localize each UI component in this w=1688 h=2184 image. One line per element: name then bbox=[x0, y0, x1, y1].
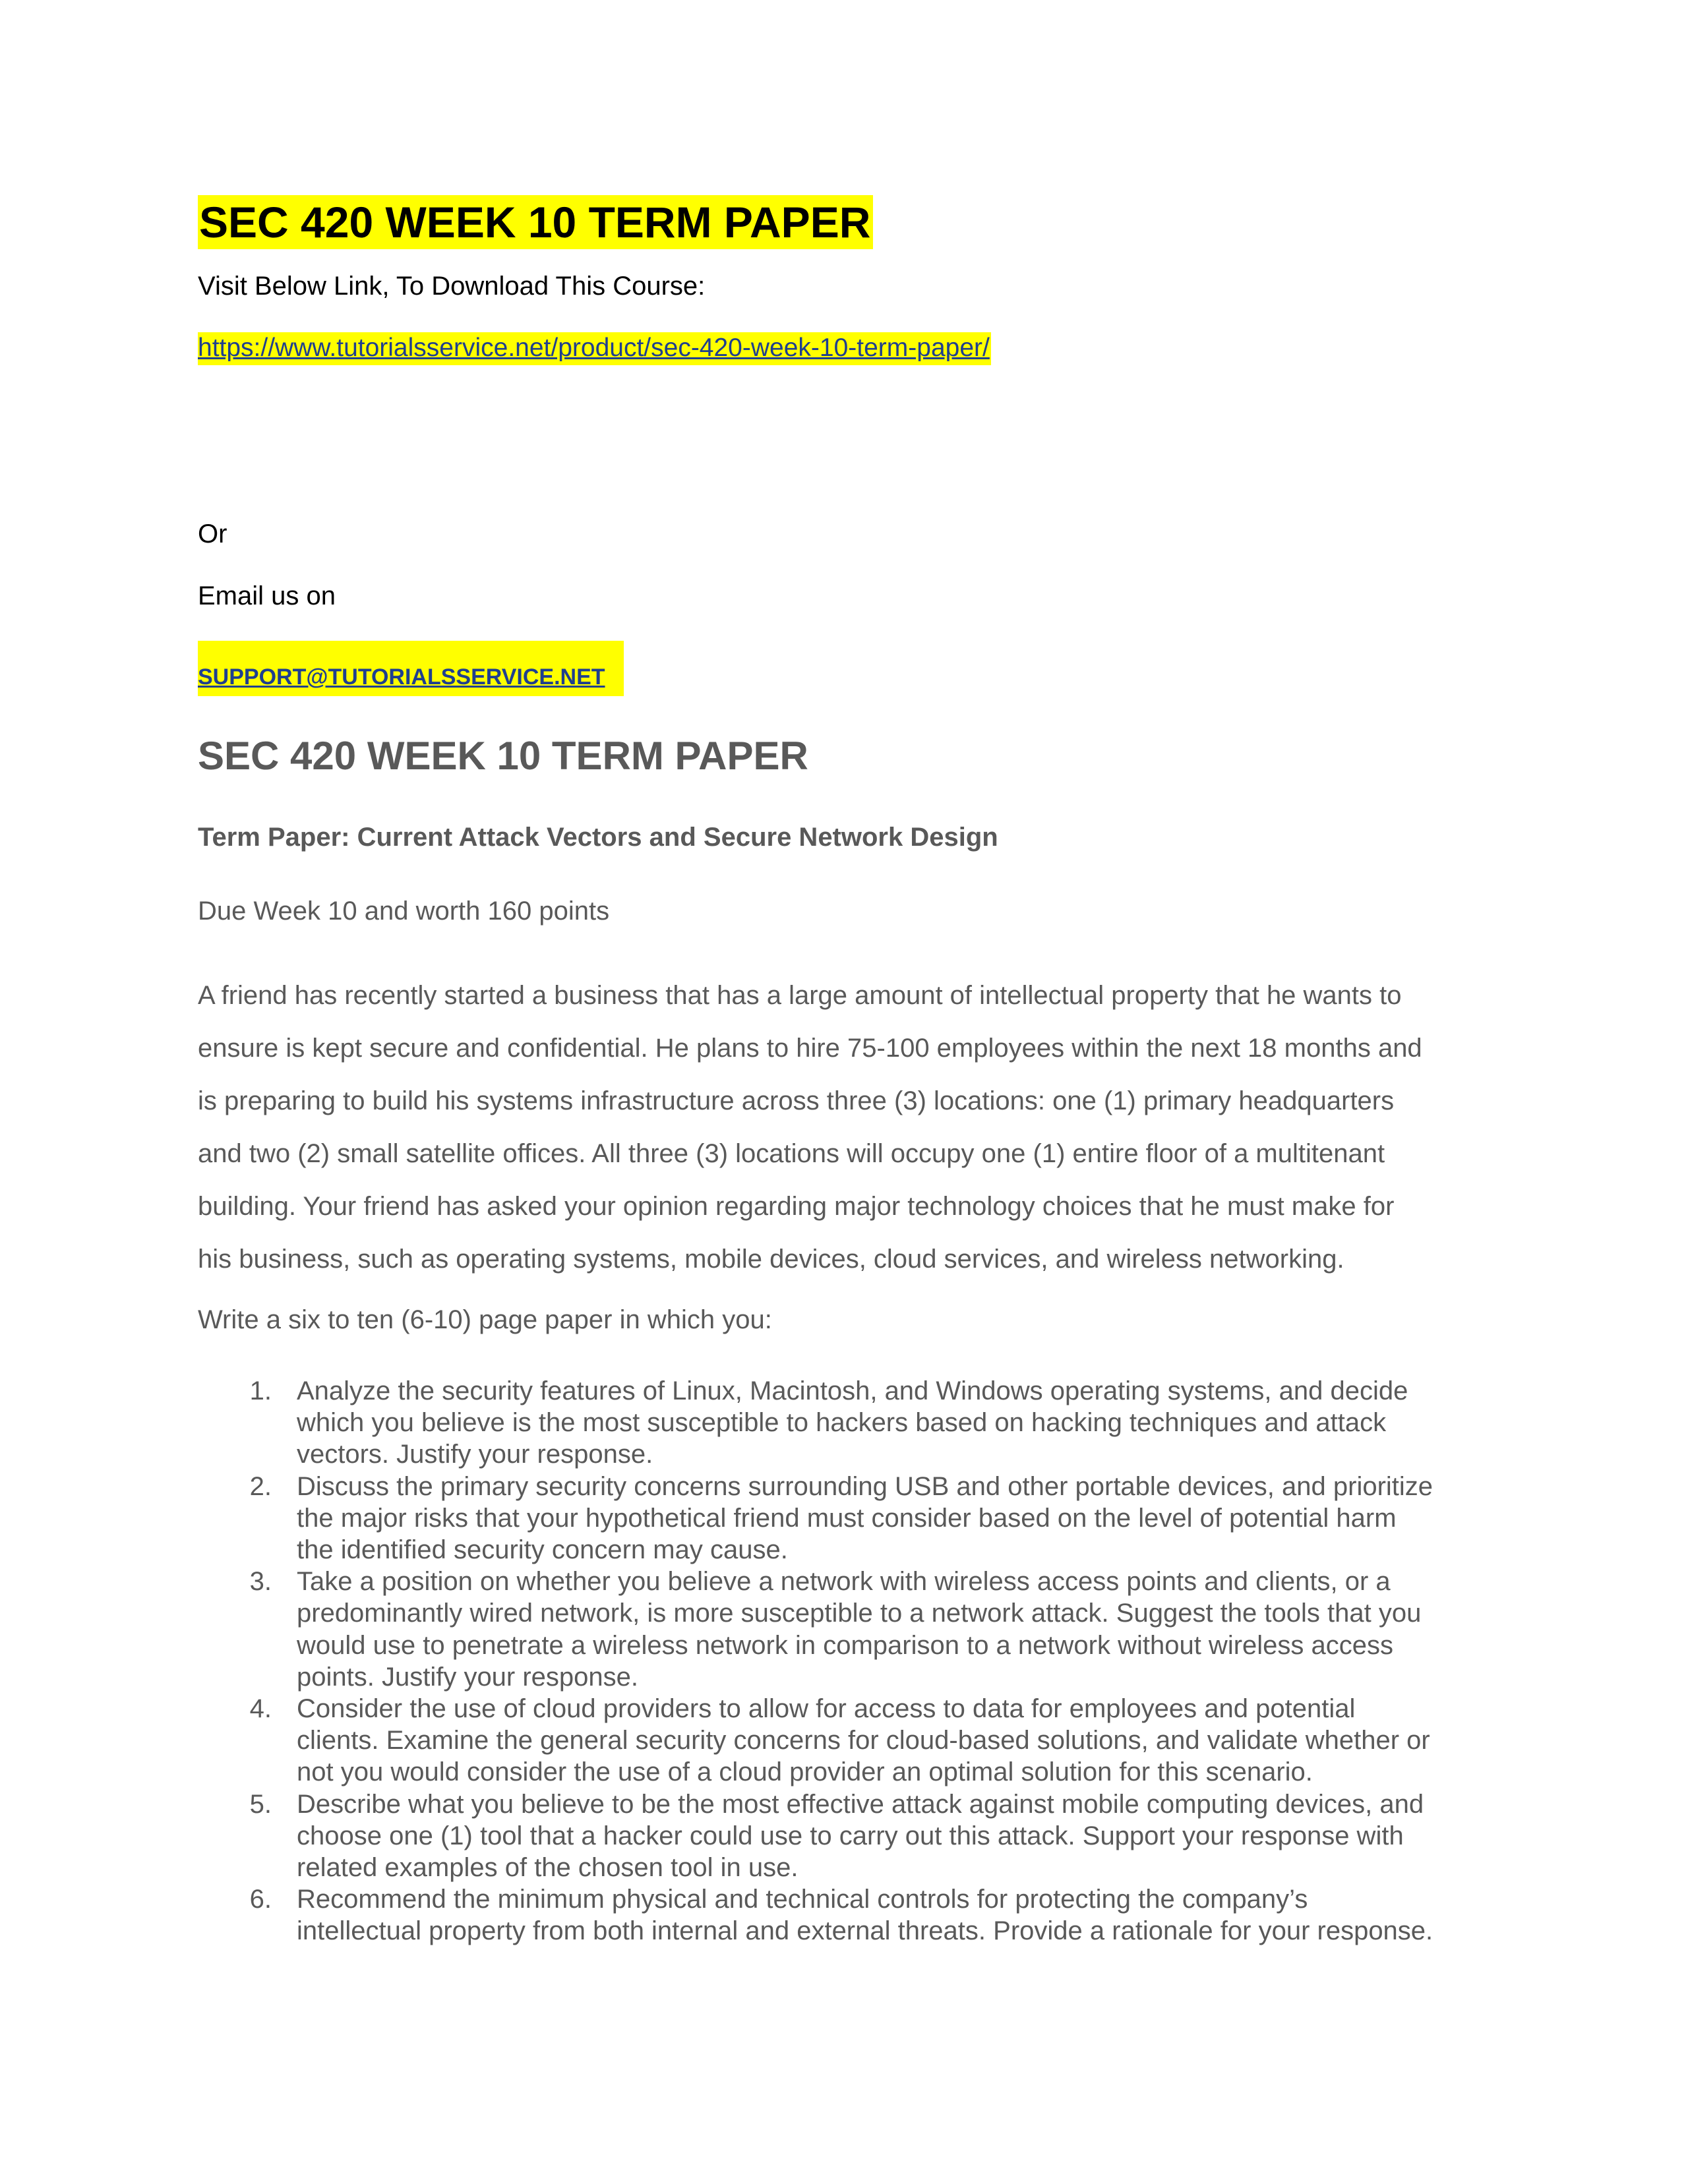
list-number: 3. bbox=[249, 1567, 272, 1597]
list-item-line: predominantly wired network, is more susceptible to a network attack. Suggest the tools that you bbox=[297, 1599, 1422, 1628]
list-number: 2. bbox=[249, 1471, 272, 1501]
requirements-list bbox=[245, 1375, 1498, 1947]
email-us-text: Email us on bbox=[198, 581, 336, 610]
visit-link-text: Visit Below Link, To Download This Course: bbox=[198, 272, 706, 301]
list-item-line: Recommend the minimum physical and technical controls for protecting the company’s bbox=[297, 1885, 1308, 1914]
list-item-line: Analyze the security features of Linux, Macintosh, and Windows operating systems, and decide bbox=[297, 1376, 1408, 1405]
write-prompt: Write a six to ten (6-10) page paper in which you: bbox=[198, 1305, 772, 1334]
list-item bbox=[245, 1471, 1498, 1566]
intro-line: building. Your friend has asked your opinion regarding major technology choices that he must make for bbox=[198, 1192, 1395, 1221]
list-item-line: not you would consider the use of a cloud provider an optimal solution for this scenario. bbox=[297, 1757, 1313, 1787]
list-item bbox=[245, 1788, 1498, 1884]
intro-line: A friend has recently started a business that has a large amount of intellectual property that he wants to bbox=[198, 981, 1402, 1010]
list-item bbox=[245, 1883, 1498, 1947]
list-item-line: intellectual property from both internal and external threats. Provide a rationale for your response. bbox=[297, 1916, 1433, 1946]
list-item-line: related examples of the chosen tool in use. bbox=[297, 1853, 799, 1883]
list-item bbox=[245, 1566, 1498, 1693]
section-heading: SEC 420 WEEK 10 TERM PAPER bbox=[198, 734, 808, 778]
list-item-line: the identified security concern may cause. bbox=[297, 1535, 788, 1565]
intro-paragraph bbox=[198, 969, 1517, 1285]
list-item-line: Discuss the primary security concerns surrounding USB and other portable devices, and prioritize bbox=[297, 1471, 1433, 1501]
list-number: 1. bbox=[249, 1376, 272, 1405]
intro-line: ensure is kept secure and confidential. He plans to hire 75-100 employees within the next 18 months and bbox=[198, 1034, 1422, 1063]
intro-line: and two (2) small satellite offices. All three (3) locations will occupy one (1) entire floor of a multitenant bbox=[198, 1139, 1385, 1168]
intro-line: his business, such as operating systems, mobile devices, cloud services, and wireless networking. bbox=[198, 1245, 1344, 1274]
list-item-line: Consider the use of cloud providers to allow for access to data for employees and potential bbox=[297, 1694, 1356, 1724]
intro-line: is preparing to build his systems infrastructure across three (3) locations: one (1) primary headquarters bbox=[198, 1086, 1395, 1115]
document-title: SEC 420 WEEK 10 TERM PAPER bbox=[198, 195, 873, 249]
list-item-line: clients. Examine the general security concerns for cloud-based solutions, and validate whether or bbox=[297, 1726, 1430, 1756]
list-item-line: points. Justify your response. bbox=[297, 1662, 639, 1692]
list-item-line: the major risks that your hypothetical friend must consider based on the level of potential harm bbox=[297, 1503, 1397, 1533]
list-item bbox=[245, 1375, 1498, 1471]
or-text: Or bbox=[198, 519, 227, 548]
paper-subheading: Term Paper: Current Attack Vectors and Secure Network Design bbox=[198, 823, 998, 852]
list-item-line: choose one (1) tool that a hacker could use to carry out this attack. Support your response with bbox=[297, 1821, 1404, 1850]
download-link[interactable]: https://www.tutorialsservice.net/product/sec-420-week-10-term-paper/ bbox=[198, 332, 991, 365]
list-item-line: which you believe is the most susceptible to hackers based on hacking techniques and attack bbox=[297, 1408, 1387, 1438]
list-item-line: would use to penetrate a wireless network in comparison to a network without wireless access bbox=[297, 1630, 1394, 1660]
list-item-line: vectors. Justify your response. bbox=[297, 1440, 653, 1469]
list-item-line: Describe what you believe to be the most effective attack against mobile computing devices, and bbox=[297, 1789, 1424, 1819]
list-item bbox=[245, 1693, 1498, 1788]
list-number: 4. bbox=[249, 1694, 272, 1724]
list-number: 5. bbox=[249, 1789, 272, 1819]
list-item-line: Take a position on whether you believe a network with wireless access points and clients, or a bbox=[297, 1567, 1391, 1597]
list-number: 6. bbox=[249, 1885, 272, 1914]
support-email-link[interactable]: SUPPORT@TUTORIALSSERVICE.NET bbox=[198, 664, 605, 690]
due-date-text: Due Week 10 and worth 160 points bbox=[198, 897, 610, 926]
